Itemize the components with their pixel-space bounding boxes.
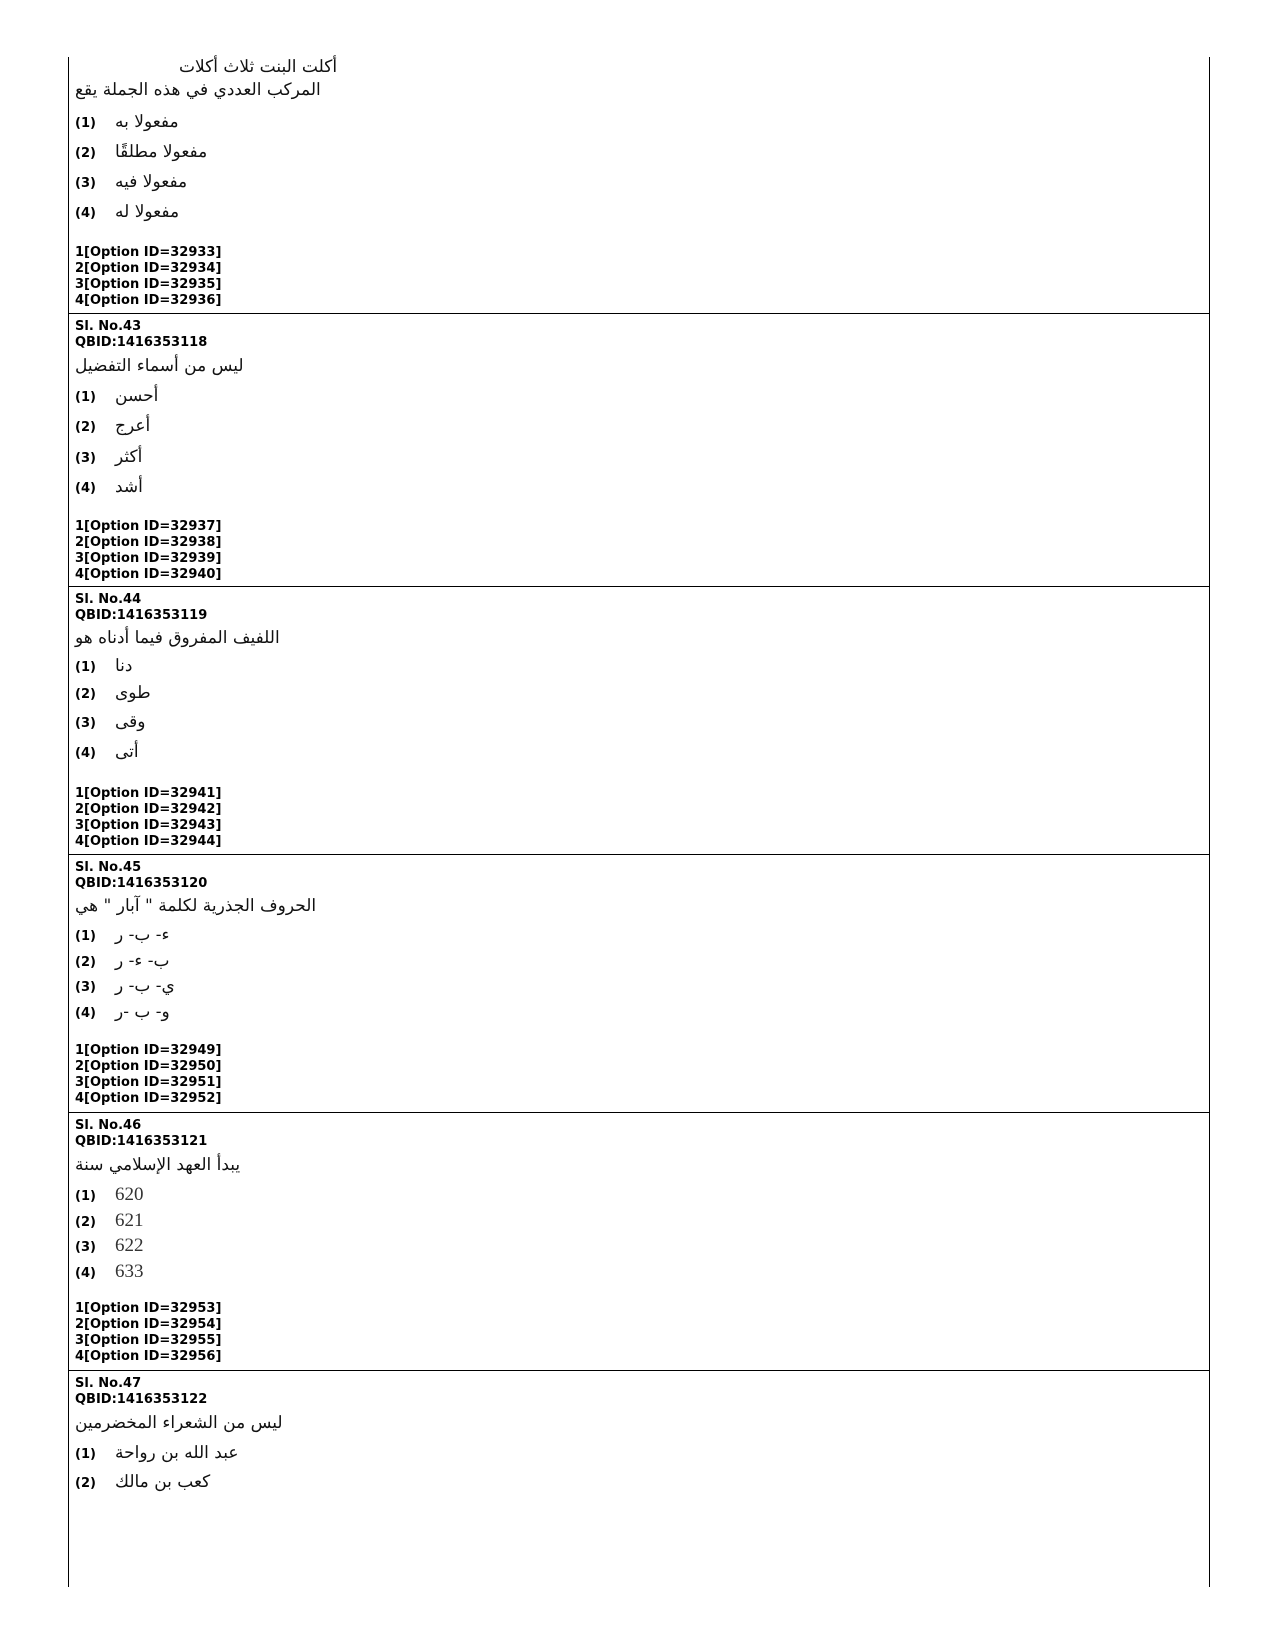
option-id-1: 1[Option ID=32949]: [75, 1043, 222, 1058]
option-id-1: 1[Option ID=32933]: [75, 245, 222, 260]
option-number: (2): [75, 146, 96, 161]
question-text: المركب العددي في هذه الجملة يقع: [75, 80, 321, 100]
option-number: (4): [75, 206, 96, 221]
option-text: مفعولا به: [115, 112, 179, 132]
option-4: [75, 202, 179, 222]
exam-page: [68, 57, 1210, 1587]
option-number: (2): [75, 1476, 96, 1491]
option-id-2: 2[Option ID=32954]: [75, 1317, 222, 1332]
serial-number: Sl. No.44: [75, 592, 142, 607]
option-1: [75, 656, 132, 676]
option-4: [75, 477, 143, 497]
option-2: [75, 416, 150, 436]
option-1: [75, 1443, 239, 1463]
option-1: [75, 386, 158, 406]
option-id-3: 3[Option ID=32939]: [75, 551, 222, 566]
option-1: [75, 1184, 144, 1206]
question-text: الحروف الجذرية لكلمة " آبار " هي: [75, 896, 317, 916]
question-text: ليس من أسماء التفضيل: [75, 356, 244, 376]
option-2: [75, 142, 207, 162]
option-id-4: 4[Option ID=32952]: [75, 1091, 222, 1106]
option-number: (1): [75, 929, 96, 944]
question-block-46: [69, 1112, 1209, 1371]
option-id-2: 2[Option ID=32950]: [75, 1059, 222, 1074]
option-3: [75, 172, 187, 192]
option-text: أعرج: [115, 416, 151, 436]
option-number: (1): [75, 390, 96, 405]
option-text: كعب بن مالك: [115, 1472, 211, 1492]
option-4: [75, 742, 139, 762]
option-2: [75, 1210, 144, 1232]
serial-number: Sl. No.46: [75, 1118, 142, 1133]
qbid: QBID:1416353120: [75, 876, 208, 891]
question-text: ليس من الشعراء المخضرمين: [75, 1413, 283, 1433]
option-text: أحسن: [115, 386, 159, 406]
option-4: [75, 1261, 144, 1283]
serial-number: Sl. No.45: [75, 860, 142, 875]
option-3: [75, 1235, 144, 1257]
option-id-2: 2[Option ID=32934]: [75, 261, 222, 276]
option-2: [75, 951, 170, 971]
option-number: (3): [75, 176, 96, 191]
option-number: (4): [75, 1266, 96, 1281]
qbid: QBID:1416353122: [75, 1392, 208, 1407]
option-number: (3): [75, 716, 96, 731]
option-1: [75, 925, 170, 945]
option-text: ب- ء- ر: [115, 951, 170, 971]
question-block-45: [69, 854, 1209, 1113]
serial-number: Sl. No.47: [75, 1376, 142, 1391]
question-block-47: [69, 1370, 1209, 1588]
qbid: QBID:1416353119: [75, 608, 208, 623]
question-block-43: [69, 313, 1209, 587]
option-text: 622: [115, 1235, 144, 1256]
option-text: 620: [115, 1184, 144, 1205]
option-number: (1): [75, 1447, 96, 1462]
option-number: (2): [75, 955, 96, 970]
option-number: (3): [75, 451, 96, 466]
option-text: وقى: [115, 712, 146, 732]
option-3: [75, 447, 142, 467]
option-text: و- ب -ر: [115, 1002, 170, 1022]
option-number: (4): [75, 481, 96, 496]
serial-number: Sl. No.43: [75, 319, 142, 334]
option-text: ء- ب- ر: [115, 925, 170, 945]
option-text: 633: [115, 1261, 144, 1282]
question-block-42: [69, 57, 1209, 313]
qbid: QBID:1416353121: [75, 1134, 208, 1149]
option-2: [75, 1472, 210, 1492]
option-text: ي- ب- ر: [115, 976, 175, 996]
option-text: مفعولا مطلقًا: [115, 142, 208, 162]
option-id-3: 3[Option ID=32943]: [75, 818, 222, 833]
option-text: عبد الله بن رواحة: [115, 1443, 239, 1463]
option-text: مفعولا له: [115, 202, 180, 222]
option-id-4: 4[Option ID=32936]: [75, 293, 222, 308]
option-text: 621: [115, 1210, 144, 1231]
option-id-3: 3[Option ID=32955]: [75, 1333, 222, 1348]
option-text: أشد: [115, 477, 143, 497]
option-id-2: 2[Option ID=32938]: [75, 535, 222, 550]
option-text: دنا: [115, 656, 133, 676]
option-id-4: 4[Option ID=32940]: [75, 567, 222, 582]
option-3: [75, 976, 175, 996]
option-id-1: 1[Option ID=32937]: [75, 519, 222, 534]
option-text: مفعولا فيه: [115, 172, 188, 192]
option-number: (3): [75, 980, 96, 995]
option-id-3: 3[Option ID=32951]: [75, 1075, 222, 1090]
option-1: [75, 112, 179, 132]
option-number: (2): [75, 1215, 96, 1230]
question-text: اللفيف المفروق فيما أدناه هو: [75, 628, 280, 648]
option-number: (4): [75, 746, 96, 761]
option-id-4: 4[Option ID=32956]: [75, 1349, 222, 1364]
question-line: أكلت البنت ثلاث أكلات: [179, 57, 338, 77]
option-text: أتى: [115, 742, 139, 762]
option-number: (2): [75, 420, 96, 435]
option-text: أكثر: [115, 447, 143, 467]
option-number: (1): [75, 116, 96, 131]
option-2: [75, 683, 151, 703]
option-4: [75, 1002, 170, 1022]
option-number: (3): [75, 1240, 96, 1255]
option-number: (1): [75, 1189, 96, 1204]
option-number: (1): [75, 660, 96, 675]
option-number: (4): [75, 1006, 96, 1021]
option-id-2: 2[Option ID=32942]: [75, 802, 222, 817]
option-id-4: 4[Option ID=32944]: [75, 834, 222, 849]
option-number: (2): [75, 687, 96, 702]
question-text: يبدأ العهد الإسلامي سنة: [75, 1155, 241, 1175]
option-id-1: 1[Option ID=32953]: [75, 1301, 222, 1316]
option-id-3: 3[Option ID=32935]: [75, 277, 222, 292]
question-block-44: [69, 586, 1209, 855]
option-3: [75, 712, 146, 732]
qbid: QBID:1416353118: [75, 335, 208, 350]
option-id-1: 1[Option ID=32941]: [75, 786, 222, 801]
option-text: طوى: [115, 683, 151, 703]
